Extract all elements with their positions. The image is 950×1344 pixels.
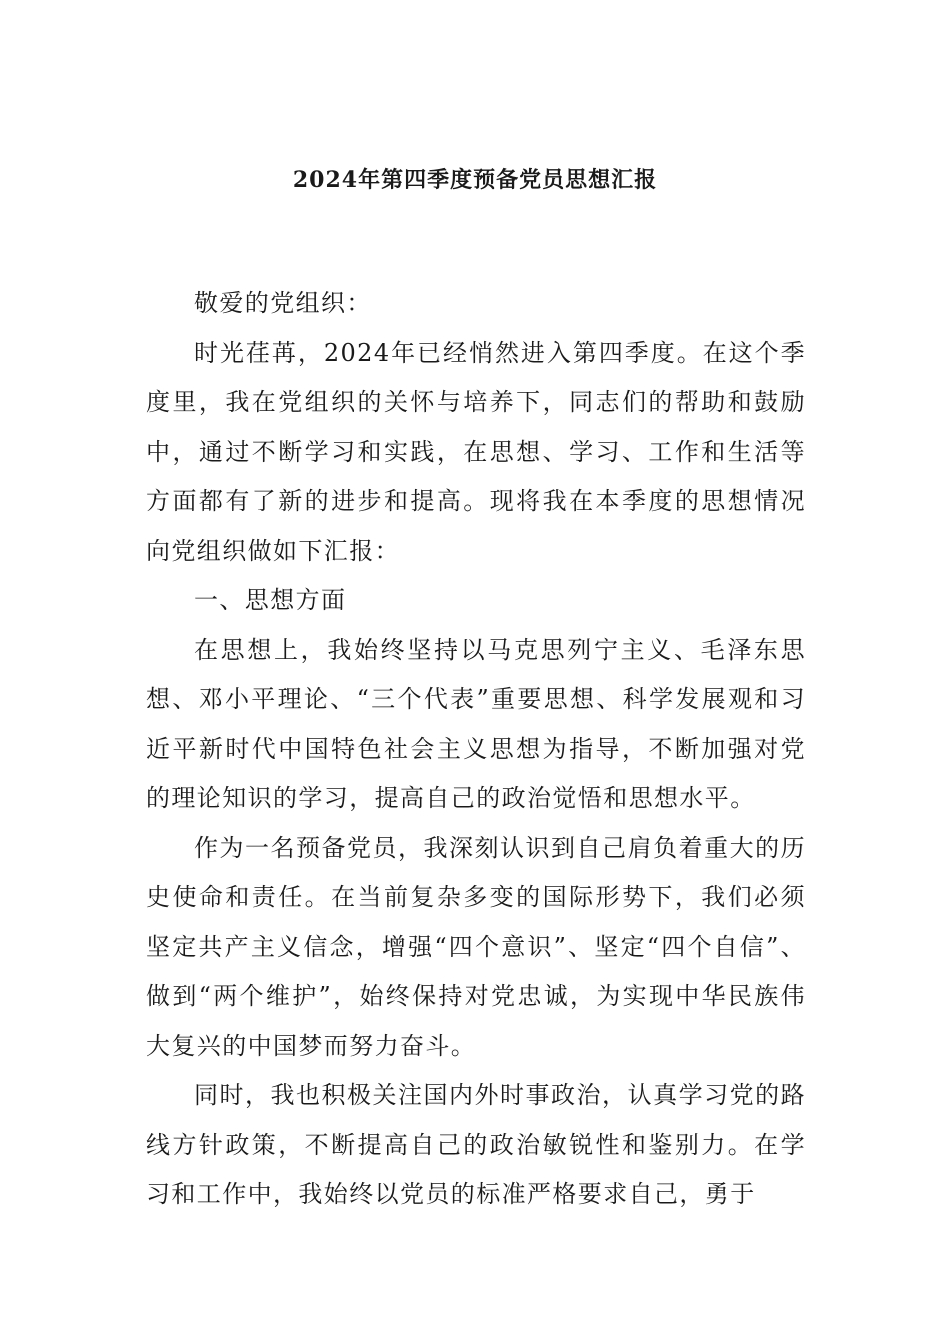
paragraph-mission: 作为一名预备党员，我深刻认识到自己肩负着重大的历史使命和责任。在当前复杂多变的国际形势下，我们必须坚定共产主义信念，增强“四个意识”、坚定“四个自信”、做到“两个维护”，始终保持对党忠诚，为实现中华民族伟大复兴的中国梦而努力奋斗。: [146, 833, 806, 1060]
document-title: 2024年第四季度预备党员思想汇报: [292, 167, 658, 193]
paragraph-current-affairs: 同时，我也积极关注国内外时事政治，认真学习党的路线方针政策，不断提高自己的政治敏锐性和鉴别力。在学习和工作中，我始终以党员的标准严格要求自己，勇于: [146, 1081, 806, 1208]
salutation: 敬爱的党组织：: [194, 289, 372, 317]
document-body: [146, 279, 806, 1220]
paragraph-intro: 时光荏苒，2024年已经悄然进入第四季度。在这个季度里，我在党组织的关怀与培养下，同志们的帮助和鼓励中，通过不断学习和实践，在思想、学习、工作和生活等方面都有了新的进步和提高。现将我在本季度的思想情况向党组织做如下汇报：: [146, 338, 806, 565]
paragraph-thought-guidance: 在思想上，我始终坚持以马克思列宁主义、毛泽东思想、邓小平理论、“三个代表”重要思想、科学发展观和习近平新时代中国特色社会主义思想为指导，不断加强对党的理论知识的学习，提高自己的政治觉悟和思想水平。: [146, 635, 806, 812]
section-heading-thought: 一、思想方面: [194, 586, 347, 614]
